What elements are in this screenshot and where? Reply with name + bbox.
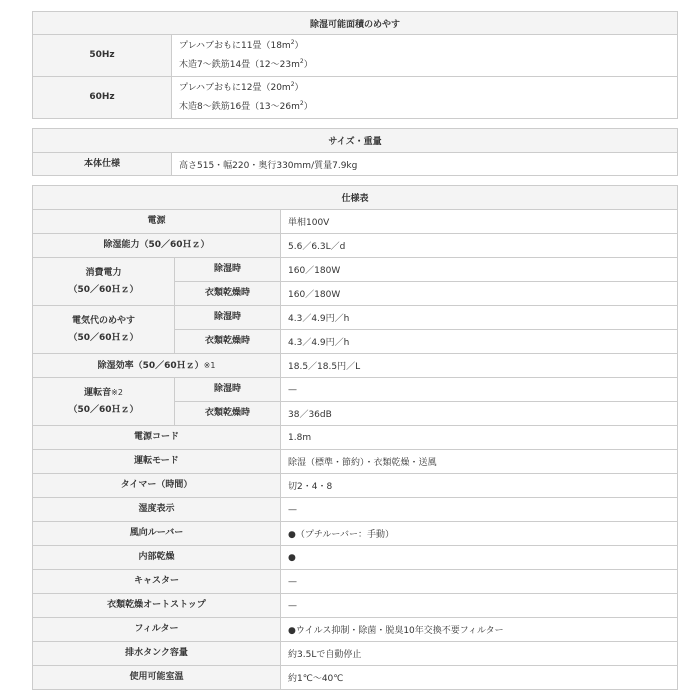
table-row [33,570,678,594]
noise-note: ※2 [111,388,123,397]
cord-label: 電源コード [33,426,281,450]
table-row [33,354,678,378]
cost-dehum-label: 除湿時 [175,306,281,330]
timer-value: 切2・4・8 [281,474,678,498]
cost-label: 電気代のめやす （50／60Ｈｚ） [33,306,175,354]
efficiency-value: 18.5／18.5円／L [281,354,678,378]
auto-stop-label: 衣類乾燥オートストップ [33,594,281,618]
filter-label: フィルター [33,618,281,642]
dehum-capacity-value: 5.6／6.3L／d [281,234,678,258]
consumption-dehum-label: 除湿時 [175,258,281,282]
timer-label: タイマー（時間） [33,474,281,498]
auto-stop-value: — [281,594,678,618]
noise-dehum-label: 除湿時 [175,378,281,402]
cost-dry-value: 4.3／4.9円／h [281,330,678,354]
tank-value: 約3.5Lで自動停止 [281,642,678,666]
area-50hz-value: プレハブおもに11畳$(18m^2)$ 木造7〜鉄筋14畳（12〜$23m^2$） [172,35,678,77]
table-row [33,258,678,282]
consumption-dehum-value: 160／180W [281,258,678,282]
cost-dehum-value: 4.3／4.9円／h [281,306,678,330]
consumption-dry-value: 160／180W [281,282,678,306]
table-row [33,450,678,474]
table-row [33,77,678,119]
efficiency-label: 除湿効率（50／60Ｈｚ）※1 [33,354,281,378]
table-row [33,234,678,258]
noise-dry-label: 衣類乾燥時 [175,402,281,426]
cord-value: 1.8m [281,426,678,450]
spec-table-header: 仕様表 [33,186,678,210]
body-spec-label: 本体仕様 [33,153,172,176]
table-row [33,35,678,77]
louver-value: ●（プチルーバー：手動） [281,522,678,546]
table-row [33,474,678,498]
table-row [33,594,678,618]
filter-value: ●ウイルス抑制・除菌・脱臭10年交換不要フィルター [281,618,678,642]
mode-value: 除湿（標準・節約）・衣類乾燥・送風 [281,450,678,474]
power-label: 電源 [33,210,281,234]
caster-value: — [281,570,678,594]
noise-dehum-value: — [281,378,678,402]
humidity-display-label: 湿度表示 [33,498,281,522]
tank-label: 排水タンク容量 [33,642,281,666]
internal-dry-label: 内部乾燥 [33,546,281,570]
noise-label: 運転音※2 （50／60Ｈｚ） [33,378,175,426]
caster-label: キャスター [33,570,281,594]
table-row [33,522,678,546]
room-temp-label: 使用可能室温 [33,666,281,690]
power-value: 単相100V [281,210,678,234]
area-60hz-value: プレハブおもに12畳$(20m^2)$ 木造8〜鉄筋16畳（13〜$26m^2$） [172,77,678,119]
table-row [33,642,678,666]
dehumidify-area-table [32,11,678,119]
table-row [33,666,678,690]
size-table-header: サイズ・重量 [33,129,678,153]
internal-dry-value: ● [281,546,678,570]
body-spec-value: 高さ515・幅220・奥行330mm/質量7.9kg [172,153,678,176]
efficiency-note: ※1 [203,360,216,370]
consumption-dry-label: 衣類乾燥時 [175,282,281,306]
mode-label: 運転モード [33,450,281,474]
table-row [33,618,678,642]
table-row [33,306,678,330]
cost-dry-label: 衣類乾燥時 [175,330,281,354]
room-temp-value: 約1℃〜40℃ [281,666,678,690]
size-weight-table [32,128,678,176]
area-table-header: 除湿可能面積のめやす [33,12,678,35]
louver-label: 風向ルーバー [33,522,281,546]
dehum-capacity-label: 除湿能力（50／60Ｈｚ） [33,234,281,258]
table-row [33,378,678,402]
area-50hz-label: 50Hz [33,35,172,77]
table-row [33,546,678,570]
humidity-display-value: — [281,498,678,522]
consumption-label: 消費電力 （50／60Ｈｚ） [33,258,175,306]
spec-table [32,185,678,690]
area-60hz-label: 60Hz [33,77,172,119]
table-row [33,426,678,450]
table-row [33,498,678,522]
table-row [33,153,678,176]
table-row [33,210,678,234]
noise-dry-value: 38／36dB [281,402,678,426]
